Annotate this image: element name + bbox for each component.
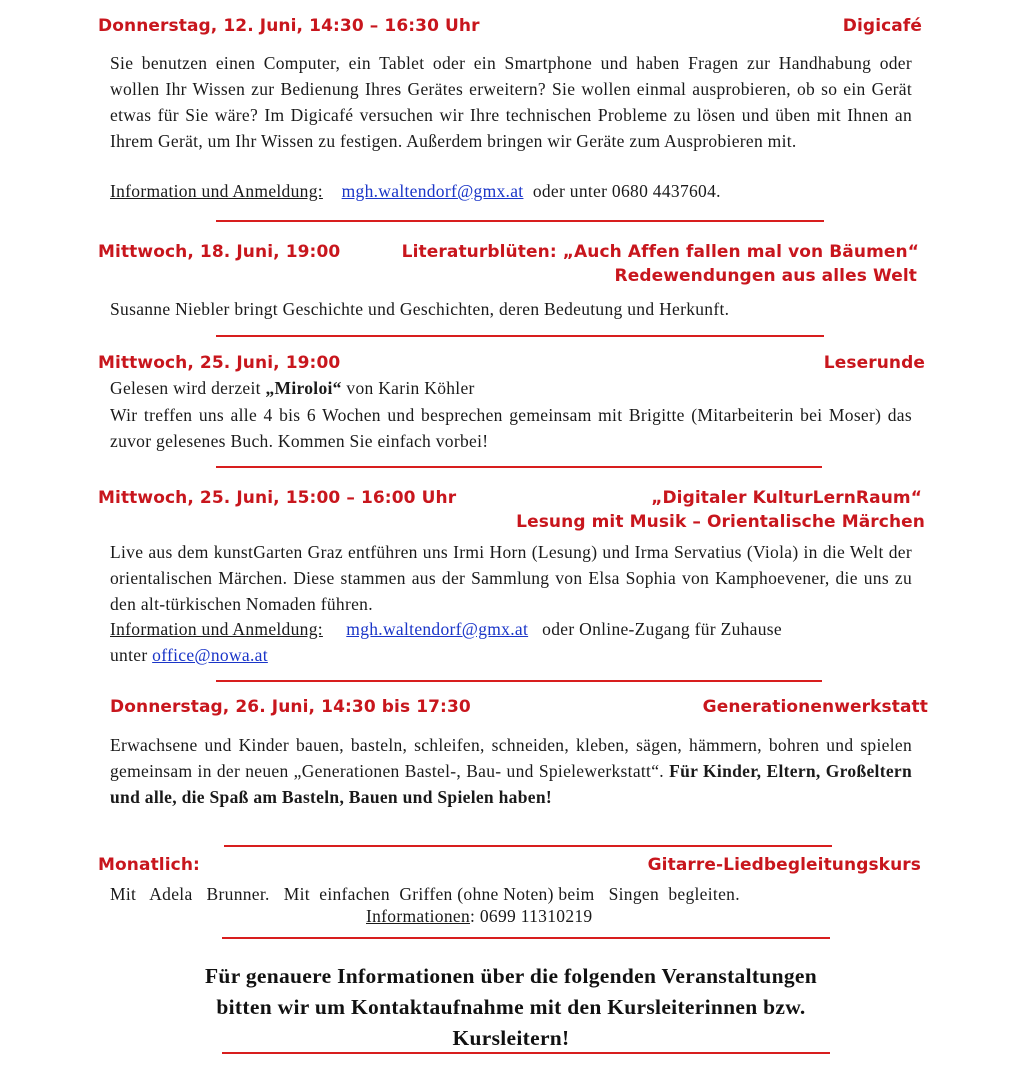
info-label: Informationen — [366, 906, 471, 926]
separator-line — [224, 845, 832, 847]
event-info-line2 — [110, 645, 268, 666]
separator-line — [216, 466, 822, 468]
book-title: „Miroloi“ — [265, 378, 342, 398]
event-subtitle: Lesung mit Musik – Orientalische Märchen — [516, 512, 925, 532]
info-label: Information und Anmeldung: — [110, 619, 323, 639]
footer-line: bitten wir um Kontaktaufnahme mit den Kursleiterinnen bzw. — [216, 995, 806, 1019]
email-link[interactable]: mgh.waltendorf@gmx.at — [346, 619, 529, 639]
separator-line — [216, 680, 822, 682]
event-title: „Digitaler KulturLernRaum“ — [651, 488, 922, 508]
event-date: Mittwoch, 18. Juni, 19:00 — [98, 242, 341, 262]
info-suffix: oder Online-Zugang für Zuhause — [542, 619, 782, 639]
event-title: Generationenwerkstatt — [702, 697, 928, 717]
separator-line — [216, 220, 824, 222]
event-text: Erwachsene und Kinder bauen, basteln, schleifen, schneiden, kleben, sägen, hämmern, bohren und spielen gemeinsam in der neuen „Generationen Bastel-, Bau- und Spielewerkstatt“. — [110, 735, 912, 781]
event-description — [110, 732, 912, 810]
event-date: Donnerstag, 12. Juni, 14:30 – 16:30 Uhr — [98, 16, 480, 36]
book-prefix: Gelesen wird derzeit — [110, 378, 266, 398]
info-suffix: : 0699 11310219 — [470, 906, 593, 926]
event-date: Mittwoch, 25. Juni, 19:00 — [98, 353, 341, 373]
email-link-office[interactable]: office@nowa.at — [152, 645, 268, 665]
event-title: Gitarre-Liedbegleitungskurs — [647, 855, 921, 875]
event-title: Leserunde — [823, 353, 925, 373]
event-description: Live aus dem kunstGarten Graz entführen uns Irmi Horn (Lesung) und Irma Servatius (Viola) in die Welt der orientalischen Märchen. Diese stammen aus der Sammlung von Elsa Sophia von Kamphoevener, die uns zu den alt-türkischen Nomaden führen. — [110, 542, 912, 614]
book-suffix: von Karin Köhler — [341, 378, 475, 398]
event-book-line — [110, 378, 475, 399]
event-info — [110, 181, 721, 202]
event-subtitle: Redewendungen aus alles Welt — [614, 266, 917, 286]
event-date: Mittwoch, 25. Juni, 15:00 – 16:00 Uhr — [98, 488, 457, 508]
event-info — [366, 906, 592, 927]
info-label: Information und Anmeldung: — [110, 181, 323, 201]
info-prefix: unter — [110, 645, 153, 665]
separator-line — [216, 335, 824, 337]
event-title: Literaturblüten: „Auch Affen fallen mal von Bäumen“ — [401, 242, 919, 262]
info-suffix: oder unter 0680 4437604. — [532, 181, 721, 201]
separator-line — [222, 937, 830, 939]
event-description: Mit Adela Brunner. Mit einfachen Griffen (ohne Noten) beim Singen begleiten. — [110, 884, 740, 904]
separator-line — [222, 1052, 830, 1054]
event-text-bold: Für Kinder, Eltern, Großeltern und alle, die Spaß am Basteln, Bauen und Spielen haben! — [110, 761, 912, 807]
event-title: Digicafé — [842, 16, 922, 36]
footer-line: Kursleitern! — [452, 1026, 570, 1050]
event-description: Wir treffen uns alle 4 bis 6 Wochen und besprechen gemeinsam mit Brigitte (Mitarbeiterin bei Moser) das zuvor gelesenes Buch. Kommen Sie einfach vorbei! — [110, 405, 912, 451]
event-date: Donnerstag, 26. Juni, 14:30 bis 17:30 — [110, 697, 471, 717]
email-link[interactable]: mgh.waltendorf@gmx.at — [341, 181, 524, 201]
event-info — [110, 619, 782, 640]
event-description: Susanne Niebler bringt Geschichte und Geschichten, deren Bedeutung und Herkunft. — [110, 299, 730, 319]
event-description: Sie benutzen einen Computer, ein Tablet oder ein Smartphone und haben Fragen zur Handhabung oder wollen Ihr Wissen zur Bedienung Ihres Gerätes erweitern? Sie wollen einmal ausprobieren, ob so ein Gerät etwas für Sie wäre? Im Digicafé versuchen wir Ihre technischen Probleme zu lösen und üben mit Ihnen an Ihrem Gerät, um Ihr Wissen zu festigen. Außerdem bringen wir Geräte zum Ausprobieren mit. — [110, 53, 912, 151]
footer-line: Für genauere Informationen über die folgenden Veranstaltungen — [205, 964, 817, 988]
event-date: Monatlich: — [98, 855, 200, 875]
